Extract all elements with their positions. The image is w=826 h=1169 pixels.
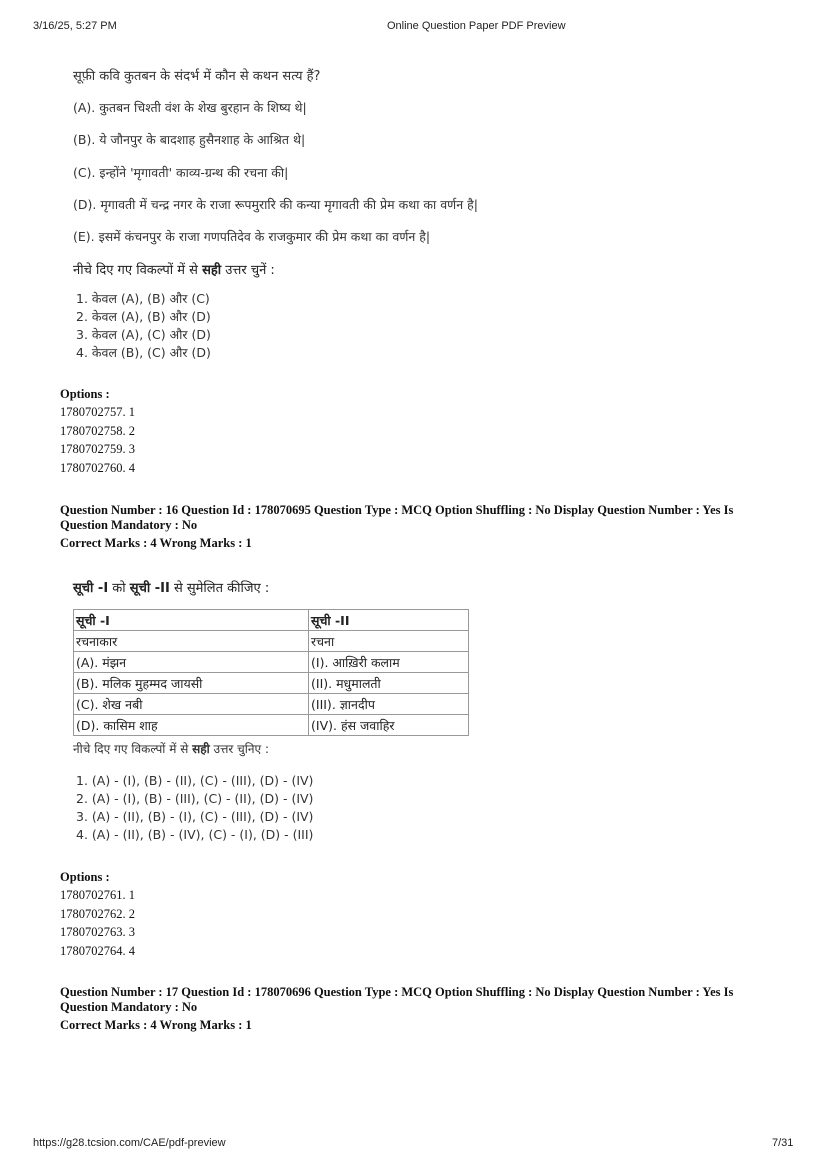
q16-choice-4: 4. (A) - (II), (B) - (IV), (C) - (I), (D) - (III)	[76, 827, 314, 842]
q15-options-label: Options :	[60, 387, 110, 401]
q17-meta-line2: Question Mandatory : No	[60, 1000, 198, 1014]
q16-choice-list	[76, 772, 313, 844]
q16-option-1: 1780702761. 1	[60, 888, 135, 902]
q15-options-list	[60, 403, 135, 477]
q16-option-2: 1780702762. 2	[60, 906, 135, 921]
q17-meta	[60, 985, 733, 1033]
table-cell: (C). शेख नबी	[74, 694, 309, 715]
q16-meta-line3: Correct Marks : 4 Wrong Marks : 1	[60, 536, 252, 550]
q16-options-label: Options :	[60, 870, 110, 884]
q16-choice-3: 3. (A) - (II), (B) - (I), (C) - (III), (D) - (IV)	[76, 809, 314, 824]
q15-statement-c: (C). इन्होंने 'मृगावती' काव्य-ग्रन्थ की रचना की|	[73, 165, 289, 180]
table-row	[74, 652, 469, 673]
q16-options-list	[60, 886, 135, 960]
q16-question: सूची -I को सूची -II से सुमेलित कीजिए :	[73, 581, 270, 596]
q15-statement-e: (E). इसमें कंचनपुर के राजा गणपतिदेव के राजकुमार की प्रेम कथा का वर्णन है|	[73, 229, 431, 244]
q17-meta-line3: Correct Marks : 4 Wrong Marks : 1	[60, 1018, 252, 1032]
q16-instruction: नीचे दिए गए विकल्पों में से सही उत्तर चुनिए :	[73, 742, 270, 756]
q15-choice-4: 4. केवल (B), (C) और (D)	[76, 345, 211, 360]
q15-choice-2: 2. केवल (A), (B) और (D)	[76, 309, 211, 324]
print-datetime: 3/16/25, 5:27 PM	[33, 20, 117, 32]
table-cell: (IV). हंस जवाहिर	[309, 715, 469, 736]
page-title: Online Question Paper PDF Preview	[387, 20, 566, 32]
q15-choice-3: 3. केवल (A), (C) और (D)	[76, 327, 211, 342]
q15-instruction: नीचे दिए गए विकल्पों में से सही उत्तर चुनें :	[73, 263, 275, 278]
q16-match-table	[73, 609, 469, 736]
table-subheader-author: रचनाकार	[74, 631, 309, 652]
table-cell: (III). ज्ञानदीप	[309, 694, 469, 715]
table-header-list1: सूची -I	[74, 610, 309, 631]
table-subheader-work: रचना	[309, 631, 469, 652]
q15-option-4: 1780702760. 4	[60, 460, 135, 475]
q15-statement-a: (A). कुतबन चिश्ती वंश के शेख बुरहान के शिष्य थे|	[73, 100, 307, 115]
q15-statement-b: (B). ये जौनपुर के बादशाह हुसैनशाह के आश्रित थे|	[73, 132, 306, 147]
footer-url: https://g28.tcsion.com/CAE/pdf-preview	[33, 1137, 226, 1149]
table-row	[74, 715, 469, 736]
q16-option-3: 1780702763. 3	[60, 925, 135, 939]
page-number: 7/31	[772, 1137, 794, 1149]
q16-meta-line2: Question Mandatory : No	[60, 518, 198, 532]
table-cell: (II). मधुमालती	[309, 673, 469, 694]
q16-option-4: 1780702764. 4	[60, 943, 135, 958]
q15-question: सूफ़ी कवि कुतबन के संदर्भ में कौन से कथन सत्य हैं?	[73, 69, 321, 84]
q16-meta-line1: Question Number : 16 Question Id : 178070695 Question Type : MCQ Option Shuffling : No Display Question Number : Yes Is	[60, 503, 734, 517]
table-row	[74, 610, 469, 631]
table-row	[74, 694, 469, 715]
table-cell: (B). मलिक मुहम्मद जायसी	[74, 673, 309, 694]
q15-choice-list	[76, 290, 211, 362]
table-cell: (A). मंझन	[74, 652, 309, 673]
q16-meta	[60, 503, 733, 551]
table-header-list2: सूची -II	[309, 610, 469, 631]
q15-choice-1: 1. केवल (A), (B) और (C)	[76, 291, 210, 306]
q15-option-1: 1780702757. 1	[60, 405, 135, 419]
table-cell: (D). कासिम शाह	[74, 715, 309, 736]
q17-meta-line1: Question Number : 17 Question Id : 178070696 Question Type : MCQ Option Shuffling : No Display Question Number : Yes Is	[60, 985, 734, 999]
q16-choice-2: 2. (A) - (I), (B) - (III), (C) - (II), (D) - (IV)	[76, 791, 314, 806]
q16-choice-1: 1. (A) - (I), (B) - (II), (C) - (III), (D) - (IV)	[76, 773, 314, 788]
q15-option-3: 1780702759. 3	[60, 442, 135, 456]
table-cell: (I). आख़िरी कलाम	[309, 652, 469, 673]
table-row	[74, 631, 469, 652]
table-row	[74, 673, 469, 694]
q15-statement-d: (D). मृगावती में चन्द्र नगर के राजा रूपमुरारि की कन्या मृगावती की प्रेम कथा का वर्णन है|	[73, 197, 478, 212]
q15-option-2: 1780702758. 2	[60, 423, 135, 438]
